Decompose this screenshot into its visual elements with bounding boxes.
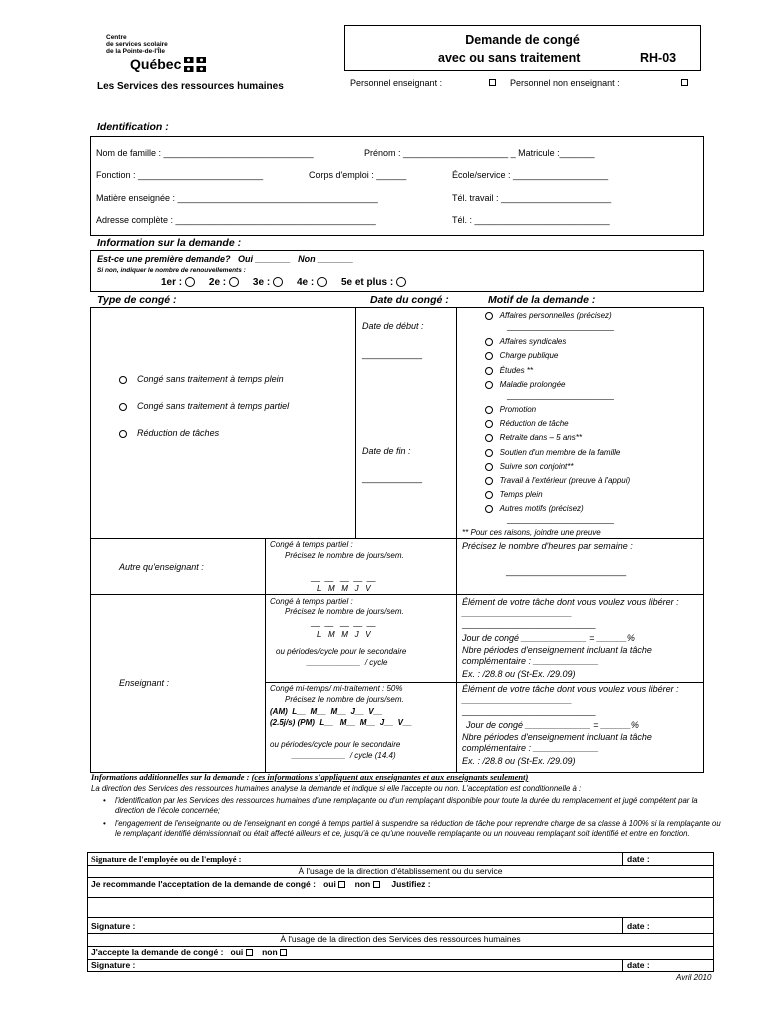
nom-field[interactable]: Nom de famille : ______________________________ bbox=[96, 148, 314, 158]
date-conge-heading: Date du congé : bbox=[370, 294, 449, 306]
personnel-non-enseignant-checkbox[interactable] bbox=[681, 79, 688, 86]
sig-signature2-label: Signature : bbox=[91, 960, 136, 970]
col-divider-3 bbox=[265, 538, 266, 773]
oui-checkbox[interactable] bbox=[338, 881, 345, 888]
radio-circle-icon[interactable] bbox=[485, 434, 493, 442]
non2-checkbox[interactable] bbox=[280, 949, 287, 956]
logo bbox=[106, 34, 236, 76]
type-option-3[interactable]: Réduction de tâches bbox=[119, 428, 219, 439]
sig-employe-label: Signature de l'employée ou de l'employé : bbox=[91, 854, 242, 864]
renouv-2[interactable]: 2e : bbox=[209, 277, 239, 289]
ens-element2[interactable]: Élément de votre tâche dont vous voulez vous libérer : ______________________ bbox=[462, 684, 679, 705]
additional-intro: La direction des Services des ressources humaines analyse la demande et indique si elle l'accepte ou non. L'acceptation est conditionnelle à : bbox=[91, 784, 582, 793]
tel-field[interactable]: Tél. : ___________________________ bbox=[452, 215, 610, 225]
row-divider-2 bbox=[90, 594, 704, 595]
bullet-icon: • bbox=[103, 796, 106, 805]
sig-vline-2 bbox=[622, 917, 623, 933]
motif-5[interactable]: Maladie prolongée bbox=[485, 380, 566, 390]
motif-5-line[interactable]: ________________________ bbox=[507, 391, 614, 400]
date-fin-field[interactable]: ____________ bbox=[362, 473, 423, 483]
motif-note: ** Pour ces raisons, joindre une preuve bbox=[462, 528, 601, 537]
radio-circle-icon[interactable] bbox=[317, 277, 327, 287]
enseignant-label: Enseignant : bbox=[119, 678, 170, 688]
ens-nbre1[interactable]: Nbre périodes d'enseignement incluant la tâche complémentaire : _____________ bbox=[462, 645, 652, 666]
date-debut-label: Date de début : bbox=[362, 321, 424, 331]
motif-9[interactable]: Soutien d'un membre de la famille bbox=[485, 448, 620, 458]
ens-partiel: Congé à temps partiel : bbox=[270, 597, 353, 606]
ens-jour2[interactable]: Jour de congé _____________ = ______% bbox=[466, 720, 639, 730]
non-checkbox[interactable] bbox=[373, 881, 380, 888]
row-divider-3 bbox=[265, 682, 704, 683]
ens-ex2: Ex. : /28.8 ou (St-Ex. /29.09) bbox=[462, 756, 576, 766]
corps-emploi-field[interactable]: Corps d'emploi : ______ bbox=[309, 170, 407, 180]
autre-heures-field[interactable]: ________________________ bbox=[506, 566, 627, 576]
autre-days: L M M J V bbox=[317, 584, 371, 593]
sig-signature-label: Signature : bbox=[91, 921, 136, 931]
ens-precisez: Précisez le nombre de jours/sem. bbox=[285, 607, 404, 616]
rh-heading: À l'usage de la direction des Services des ressources humaines bbox=[280, 934, 521, 944]
autre-heures: Précisez le nombre d'heures par semaine : bbox=[462, 541, 633, 551]
renouv-1[interactable]: 1er : bbox=[161, 277, 195, 289]
radio-circle-icon[interactable] bbox=[119, 403, 127, 411]
footer-date: Avril 2010 bbox=[676, 973, 712, 982]
fonction-field[interactable]: Fonction : _________________________ bbox=[96, 170, 264, 180]
motif-13-line[interactable]: ________________________ bbox=[507, 515, 614, 524]
ens-nbre2[interactable]: Nbre périodes d'enseignement incluant la tâche complémentaire : _____________ bbox=[462, 732, 652, 753]
motif-13[interactable]: Autres motifs (précisez) bbox=[485, 504, 584, 514]
radio-circle-icon[interactable] bbox=[273, 277, 283, 287]
personnel-enseignant-label: Personnel enseignant : bbox=[350, 78, 443, 88]
radio-circle-icon[interactable] bbox=[396, 277, 406, 287]
radio-circle-icon[interactable] bbox=[119, 430, 127, 438]
ens-element1-line[interactable]: ______________________________ bbox=[462, 620, 596, 629]
radio-circle-icon[interactable] bbox=[485, 491, 493, 499]
motif-1[interactable]: Affaires personnelles (précisez) bbox=[485, 311, 612, 321]
sig-line-3 bbox=[87, 897, 714, 898]
renouvellements-note: Si non, indiquer le nombre de renouvellements : bbox=[97, 267, 246, 274]
row-divider-1 bbox=[90, 538, 704, 539]
motif-4[interactable]: Études ** bbox=[485, 366, 533, 376]
renouvellements-options bbox=[161, 277, 406, 289]
type-conge-heading: Type de congé : bbox=[97, 294, 177, 306]
radio-circle-icon[interactable] bbox=[485, 463, 493, 471]
motif-demande-heading: Motif de la demande : bbox=[488, 294, 596, 306]
logo-line3: de la Pointe-de-l'Île bbox=[106, 48, 165, 55]
ens-element1[interactable]: Élément de votre tâche dont vous voulez vous libérer : ______________________ bbox=[462, 597, 679, 618]
motif-8[interactable]: Retraite dans – 5 ans** bbox=[485, 433, 582, 443]
motif-2[interactable]: Affaires syndicales bbox=[485, 337, 566, 347]
radio-circle-icon[interactable] bbox=[485, 406, 493, 414]
ens-am[interactable]: (AM) L__ M__ M__ J__ V__ bbox=[270, 707, 383, 716]
autre-partiel: Congé à temps partiel : bbox=[270, 540, 353, 549]
ens-days: L M M J V bbox=[317, 630, 371, 639]
motif-6[interactable]: Promotion bbox=[485, 405, 536, 415]
ens-periodes2: ou périodes/cycle pour le secondaire bbox=[270, 740, 401, 749]
motif-10[interactable]: Suivre son conjoint** bbox=[485, 462, 574, 472]
form-title-line1: Demande de congé bbox=[465, 33, 580, 47]
motif-3[interactable]: Charge publique bbox=[485, 351, 558, 361]
radio-circle-icon[interactable] bbox=[485, 505, 493, 513]
col-divider-1 bbox=[355, 307, 356, 538]
matiere-field[interactable]: Matière enseignée : ________________________________________ bbox=[96, 193, 378, 203]
additional-heading: Informations additionnelles sur la demande : (ces informations s'appliquent aux enseignantes et aux enseignants seulement) bbox=[91, 772, 529, 782]
autre-label: Autre qu'enseignant : bbox=[119, 562, 204, 572]
bullet-icon: • bbox=[103, 819, 106, 828]
premiere-demande-question[interactable]: Est-ce une première demande? Oui _______ Non _______ bbox=[97, 254, 354, 264]
renouv-3[interactable]: 3e : bbox=[253, 277, 283, 289]
form-code: RH-03 bbox=[640, 51, 677, 65]
sig-date3-label: date : bbox=[627, 960, 650, 970]
adresse-field[interactable]: Adresse complète : ________________________________________ bbox=[96, 215, 376, 225]
fleur-de-lis-flag-icon bbox=[184, 57, 206, 72]
radio-circle-icon[interactable] bbox=[485, 477, 493, 485]
type-option-1[interactable]: Congé sans traitement à temps plein bbox=[119, 374, 284, 385]
info-demande-heading: Information sur la demande : bbox=[97, 237, 242, 249]
sig-line-4 bbox=[87, 917, 714, 918]
personnel-enseignant-checkbox[interactable] bbox=[489, 79, 496, 86]
services-title: Les Services des ressources humaines bbox=[97, 81, 284, 92]
radio-circle-icon[interactable] bbox=[185, 277, 195, 287]
logo-line2: de services scolaire bbox=[106, 41, 168, 48]
radio-circle-icon[interactable] bbox=[485, 420, 493, 428]
additional-bullet2: • l'engagement de l'enseignante ou de l'enseignant en congé à temps partiel à suspendre sa réduction de tâche pour reprendre charge de sa classe à 100% si la remplaçante ou le remplaçant identifié démissionnait ou était affecté ailleurs et ce, jusqu'à ce qu'une nouvelle remplaçante ou un nouveau remplaçant soit identifié et entre en fonction. bbox=[103, 819, 721, 838]
radio-circle-icon[interactable] bbox=[119, 376, 127, 384]
identification-heading: Identification : bbox=[97, 121, 169, 133]
ens-cycle2[interactable]: ____________ / cycle (14.4) bbox=[292, 751, 396, 760]
ens-mi-temps: Congé mi-temps/ mi-traitement : 50% bbox=[270, 684, 403, 693]
additional-bullet1: • l'identification par les Services des ressources humaines d'une remplaçante ou d'un remplaçant disponible pour toute la durée du remplacement et jugé compétent par la direction de l'école concernée; bbox=[103, 796, 698, 815]
accepte-row: J'accepte la demande de congé : oui non bbox=[91, 947, 287, 957]
sig-line-2 bbox=[87, 877, 714, 878]
recommande-row: Je recommande l'acceptation de la demande de congé : oui non Justifiez : bbox=[91, 879, 431, 889]
radio-circle-icon[interactable] bbox=[485, 367, 493, 375]
prenom-field[interactable]: Prénom : _____________________ _ Matricule :_______ bbox=[364, 148, 595, 158]
autre-precisez: Précisez le nombre de jours/sem. bbox=[285, 551, 404, 560]
ens-cycle[interactable]: ____________ / cycle bbox=[307, 658, 388, 667]
sig-vline-1 bbox=[622, 852, 623, 865]
date-fin-label: Date de fin : bbox=[362, 446, 411, 456]
sig-vline-3 bbox=[622, 959, 623, 972]
ens-jour1[interactable]: Jour de congé _____________ = ______% bbox=[462, 633, 635, 643]
form-title-line2: avec ou sans traitement bbox=[438, 51, 581, 65]
ens-ex1: Ex. : /28.8 ou (St-Ex. /29.09) bbox=[462, 669, 576, 679]
sig-line-7 bbox=[87, 959, 714, 960]
motif-1-line[interactable]: ________________________ bbox=[507, 322, 614, 331]
tel-travail-field[interactable]: Tél. travail : ______________________ bbox=[452, 193, 612, 203]
radio-circle-icon[interactable] bbox=[485, 449, 493, 457]
radio-circle-icon[interactable] bbox=[229, 277, 239, 287]
motif-12[interactable]: Temps plein bbox=[485, 490, 543, 500]
radio-circle-icon[interactable] bbox=[485, 312, 493, 320]
logo-quebec: Québec bbox=[130, 56, 182, 72]
radio-circle-icon[interactable] bbox=[485, 352, 493, 360]
personnel-non-enseignant-label: Personnel non enseignant : bbox=[510, 78, 620, 88]
sig-date2-label: date : bbox=[627, 921, 650, 931]
motif-7[interactable]: Réduction de tâche bbox=[485, 419, 569, 429]
autre-blanks[interactable]: __ __ __ __ __ bbox=[311, 573, 376, 582]
direction-heading: À l'usage de la direction d'établissement ou du service bbox=[298, 866, 503, 876]
logo-line1: Centre bbox=[106, 34, 127, 41]
radio-circle-icon[interactable] bbox=[485, 338, 493, 346]
ens-pm[interactable]: (2.5j/s) (PM) L__ M__ M__ J__ V__ bbox=[270, 718, 412, 727]
col-divider-2 bbox=[456, 307, 457, 773]
ecole-service-field[interactable]: École/service : ___________________ bbox=[452, 170, 609, 180]
ens-periodes: ou périodes/cycle pour le secondaire bbox=[276, 647, 407, 656]
ens-precisez2: Précisez le nombre de jours/sem. bbox=[285, 695, 404, 704]
radio-circle-icon[interactable] bbox=[485, 381, 493, 389]
ens-element2-line[interactable]: ______________________________ bbox=[462, 707, 596, 716]
oui2-checkbox[interactable] bbox=[246, 949, 253, 956]
sig-date-label: date : bbox=[627, 854, 650, 864]
type-option-2[interactable]: Congé sans traitement à temps partiel bbox=[119, 401, 289, 412]
renouv-4[interactable]: 4e : bbox=[297, 277, 327, 289]
ens-blanks[interactable]: __ __ __ __ __ bbox=[311, 618, 376, 627]
motif-11[interactable]: Travail à l'extérieur (preuve à l'appui) bbox=[485, 476, 630, 486]
date-debut-field[interactable]: ____________ bbox=[362, 349, 423, 359]
renouv-5[interactable]: 5e et plus : bbox=[341, 277, 406, 289]
